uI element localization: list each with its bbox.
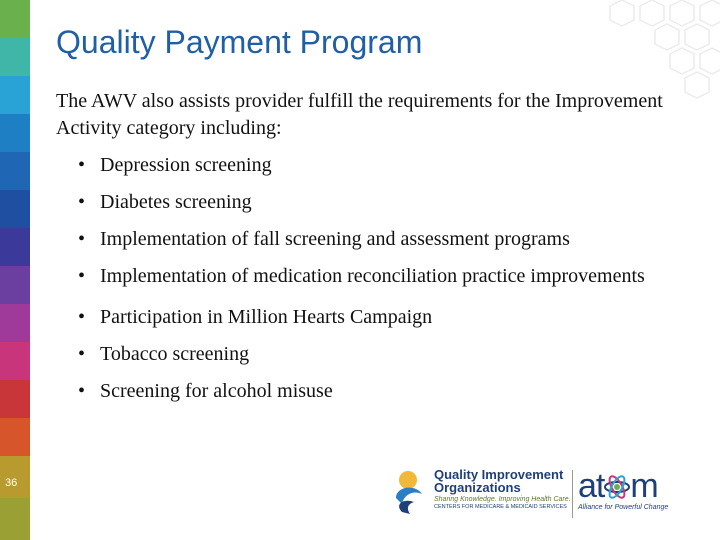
bullet-item bbox=[78, 341, 678, 368]
bullet-dot-icon: • bbox=[78, 265, 86, 287]
bullet-item bbox=[78, 263, 678, 290]
logo-divider bbox=[572, 470, 573, 518]
bullet-list bbox=[78, 152, 678, 415]
qio-swirl-icon bbox=[392, 468, 432, 518]
color-stripe-sidebar bbox=[0, 0, 30, 540]
qio-logo-text bbox=[434, 468, 571, 510]
qio-logo-subline: CENTERS FOR MEDICARE & MEDICAID SERVICES bbox=[434, 504, 567, 510]
bullet-item bbox=[78, 304, 678, 331]
bullet-dot-icon: • bbox=[78, 191, 86, 213]
stripe-segment bbox=[0, 76, 30, 114]
bullet-item bbox=[78, 189, 678, 216]
bullet-text: Screening for alcohol misuse bbox=[100, 380, 333, 402]
atom-logo-wordmark: at m bbox=[578, 467, 658, 505]
stripe-segment bbox=[0, 266, 30, 304]
stripe-segment bbox=[0, 0, 30, 38]
bullet-dot-icon: • bbox=[78, 343, 86, 365]
stripe-segment bbox=[0, 304, 30, 342]
bullet-item bbox=[78, 226, 678, 253]
bullet-dot-icon: • bbox=[78, 154, 86, 176]
atom-orbit-icon bbox=[604, 474, 630, 500]
stripe-segment bbox=[0, 38, 30, 76]
bullet-item bbox=[78, 152, 678, 179]
qio-logo-tagline: Sharing Knowledge. Improving Health Care. bbox=[434, 496, 571, 503]
qio-logo-line2: Organizations bbox=[434, 480, 521, 495]
bullet-text: Diabetes screening bbox=[100, 191, 252, 213]
bullet-item bbox=[78, 378, 678, 405]
intro-paragraph: The AWV also assists provider fulfill the requirements for the Improvement Activity category including: bbox=[56, 90, 663, 139]
stripe-segment bbox=[0, 190, 30, 228]
stripe-segment bbox=[0, 380, 30, 418]
bullet-text: Depression screening bbox=[100, 154, 272, 176]
stripe-segment bbox=[0, 498, 30, 540]
bullet-dot-icon: • bbox=[78, 380, 86, 402]
bullet-text: Implementation of medication reconciliation practice improvements bbox=[100, 265, 645, 287]
bullet-text: Participation in Million Hearts Campaign bbox=[100, 306, 433, 328]
qio-logo bbox=[392, 466, 570, 520]
stripe-segment bbox=[0, 418, 30, 456]
page-number: 36 bbox=[5, 477, 18, 489]
slide-title: Quality Payment Program bbox=[56, 24, 423, 60]
stripe-segment bbox=[0, 228, 30, 266]
atom-logo-tagline: Alliance for Powerful Change bbox=[578, 504, 669, 511]
qio-logo-line1: Quality Improvement bbox=[434, 467, 564, 482]
stripe-segment bbox=[0, 342, 30, 380]
stripe-segment bbox=[0, 152, 30, 190]
stripe-segment bbox=[0, 114, 30, 152]
atom-logo bbox=[578, 468, 698, 520]
bullet-dot-icon: • bbox=[78, 306, 86, 328]
bullet-text: Implementation of fall screening and assessment programs bbox=[100, 228, 570, 250]
bullet-text: Tobacco screening bbox=[100, 343, 250, 365]
bullet-dot-icon: • bbox=[78, 228, 86, 250]
